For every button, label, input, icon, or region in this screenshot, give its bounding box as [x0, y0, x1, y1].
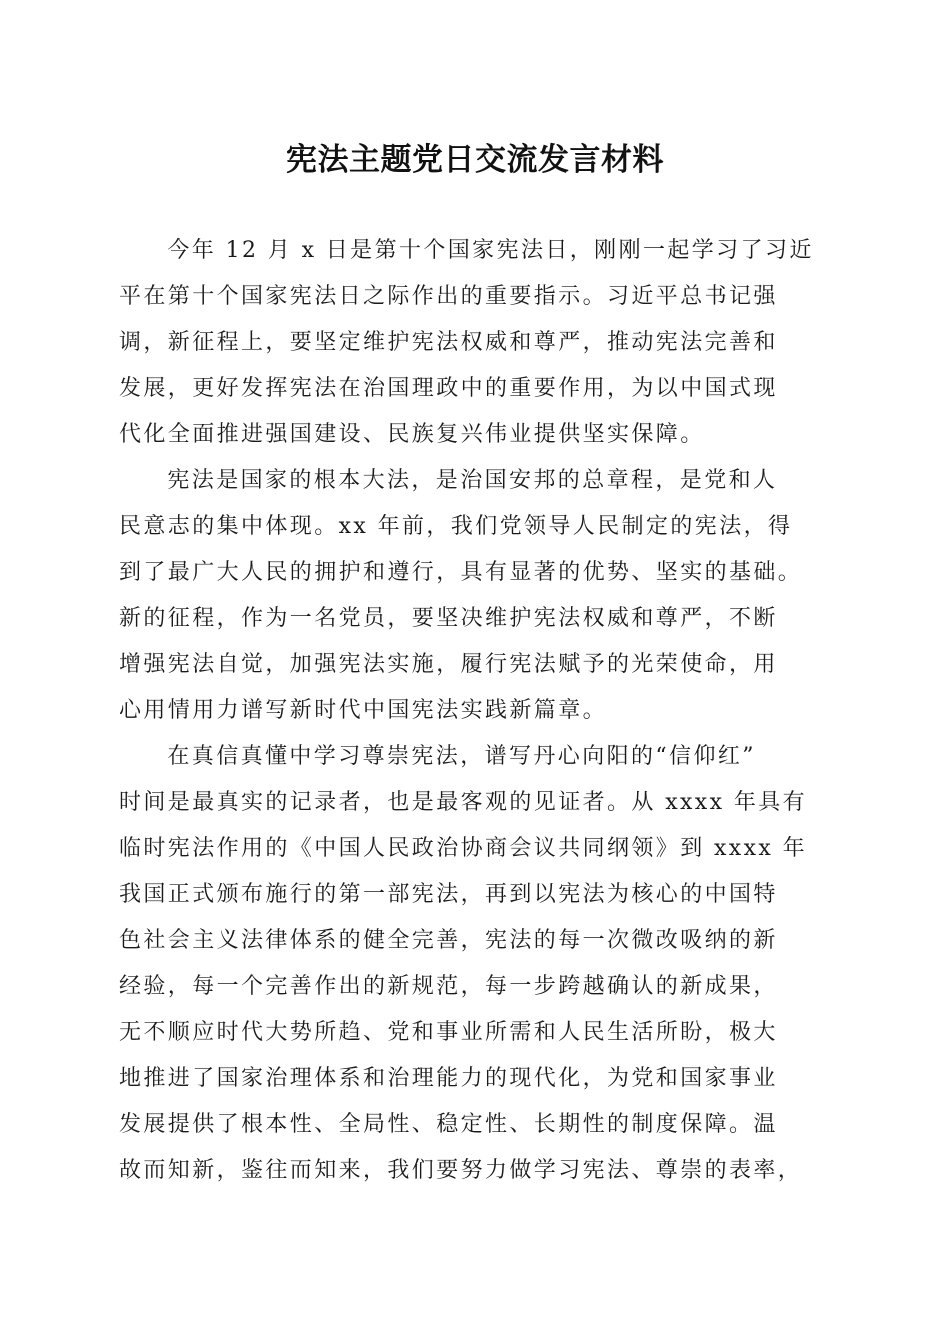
text-line: 心用情用力谱写新时代中国宪法实践新篇章。	[119, 698, 608, 723]
text-line: 宪法是国家的根本大法，是治国安邦的总章程，是党和人	[167, 468, 778, 493]
text-line: 到了最广大人民的拥护和遵行，具有显著的优势、坚实的基础。	[119, 560, 803, 585]
text-line: 增强宪法自觉，加强宪法实施，履行宪法赋予的光荣使命，用	[119, 652, 778, 677]
section-heading	[119, 734, 839, 780]
text-line: 故而知新，鉴往而知来，我们要努力做学习宪法、尊崇的表率，	[119, 1158, 803, 1183]
text-line: 调，新征程上，要坚定维护宪法权威和尊严，推动宪法完善和	[119, 330, 778, 355]
text-line: 代化全面推进强国建设、民族复兴伟业提供坚实保障。	[119, 422, 705, 447]
text-line: 地推进了国家治理体系和治理能力的现代化，为党和国家事业	[119, 1066, 778, 1091]
document-title: 宪法主题党日交流发言材料	[286, 142, 664, 178]
text-line: 发展提供了根本性、全局性、稳定性、长期性的制度保障。温	[119, 1112, 778, 1137]
text-line: 在真信真懂中学习尊崇宪法，谱写丹心向阳的“信仰红”	[167, 744, 756, 769]
text-line: 色社会主义法律体系的健全完善，宪法的每一次微改吸纳的新	[119, 928, 778, 953]
paragraph	[119, 228, 839, 458]
text-line: 我国正式颁布施行的第一部宪法，再到以宪法为核心的中国特	[119, 882, 778, 907]
paragraph	[119, 458, 839, 734]
text-line: 发展，更好发挥宪法在治国理政中的重要作用，为以中国式现	[119, 376, 778, 401]
text-line: 平在第十个国家宪法日之际作出的重要指示。习近平总书记强	[119, 284, 778, 309]
document-body	[119, 228, 839, 1194]
text-line: 无不顺应时代大势所趋、党和事业所需和人民生活所盼，极大	[119, 1020, 778, 1045]
text-line: 新的征程，作为一名党员，要坚决维护宪法权威和尊严，不断	[119, 606, 778, 631]
paragraph	[119, 780, 839, 1194]
text-line: 民意志的集中体现。xx 年前，我们党领导人民制定的宪法，得	[119, 514, 793, 539]
text-line: 临时宪法作用的《中国人民政治协商会议共同纲领》到 xxxx 年	[119, 836, 808, 861]
text-line: 今年 12 月 x 日是第十个国家宪法日，刚刚一起学习了习近	[167, 238, 814, 263]
text-line: 经验，每一个完善作出的新规范，每一步跨越确认的新成果，	[119, 974, 778, 999]
text-line: 时间是最真实的记录者，也是最客观的见证者。从 xxxx 年具有	[119, 790, 808, 815]
